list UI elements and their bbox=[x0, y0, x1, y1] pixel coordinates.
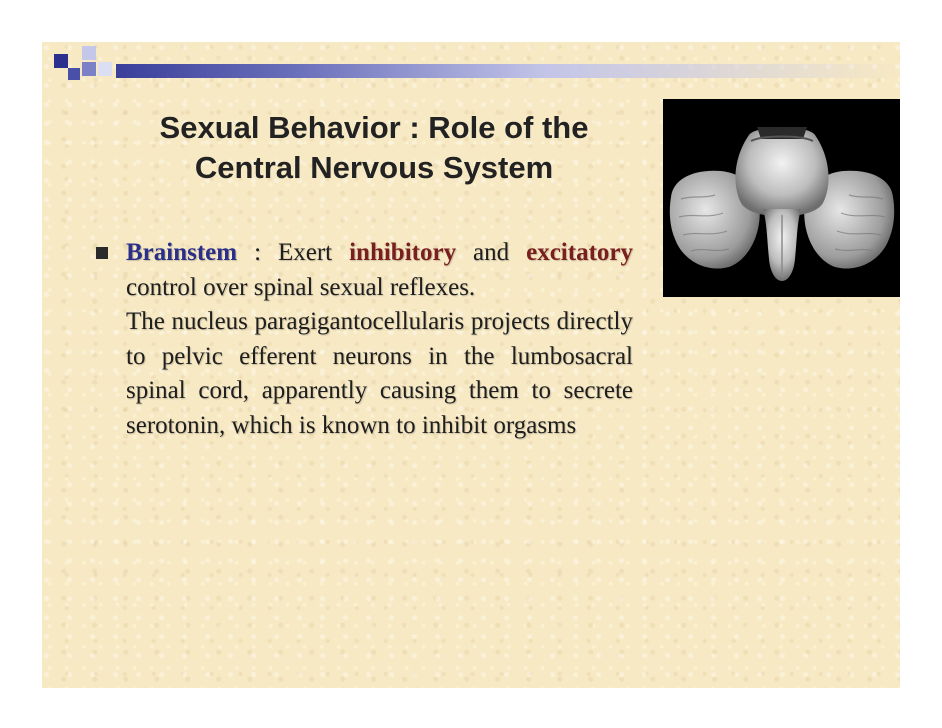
header-square-blue bbox=[68, 68, 80, 80]
header-square-dark bbox=[54, 54, 68, 68]
header-square-light bbox=[82, 46, 96, 60]
bullet-paragraph-2: The nucleus paragigantocellularis projects directly to pelvic efferent neurons in the lumbosacral spinal cord, apparently causing them to secrete serotonin, which is known to inhibit orgasms bbox=[126, 308, 633, 439]
slide bbox=[42, 42, 900, 688]
header-square-mid bbox=[82, 62, 96, 76]
brainstem-image bbox=[663, 99, 900, 297]
bullet-text-1: : Exert bbox=[237, 239, 350, 266]
title-line-1: Sexual Behavior : Role of the bbox=[159, 110, 589, 145]
bullet-square-icon bbox=[96, 247, 108, 259]
keyword-inhibitory: inhibitory bbox=[349, 239, 457, 266]
keyword-excitatory: excitatory bbox=[526, 239, 633, 266]
brainstem-illustration bbox=[663, 99, 900, 297]
bullet-text-3: control over spinal sexual reflexes. bbox=[126, 273, 476, 301]
bullet-content bbox=[126, 236, 633, 443]
title-line-2: Central Nervous System bbox=[194, 150, 554, 185]
header-bar-line bbox=[116, 64, 900, 78]
slide-title bbox=[104, 108, 644, 188]
bullet-text-2: and bbox=[456, 239, 527, 266]
header-decoration bbox=[42, 42, 900, 80]
keyword-brainstem: Brainstem bbox=[126, 239, 238, 266]
header-square-pale bbox=[98, 62, 112, 76]
